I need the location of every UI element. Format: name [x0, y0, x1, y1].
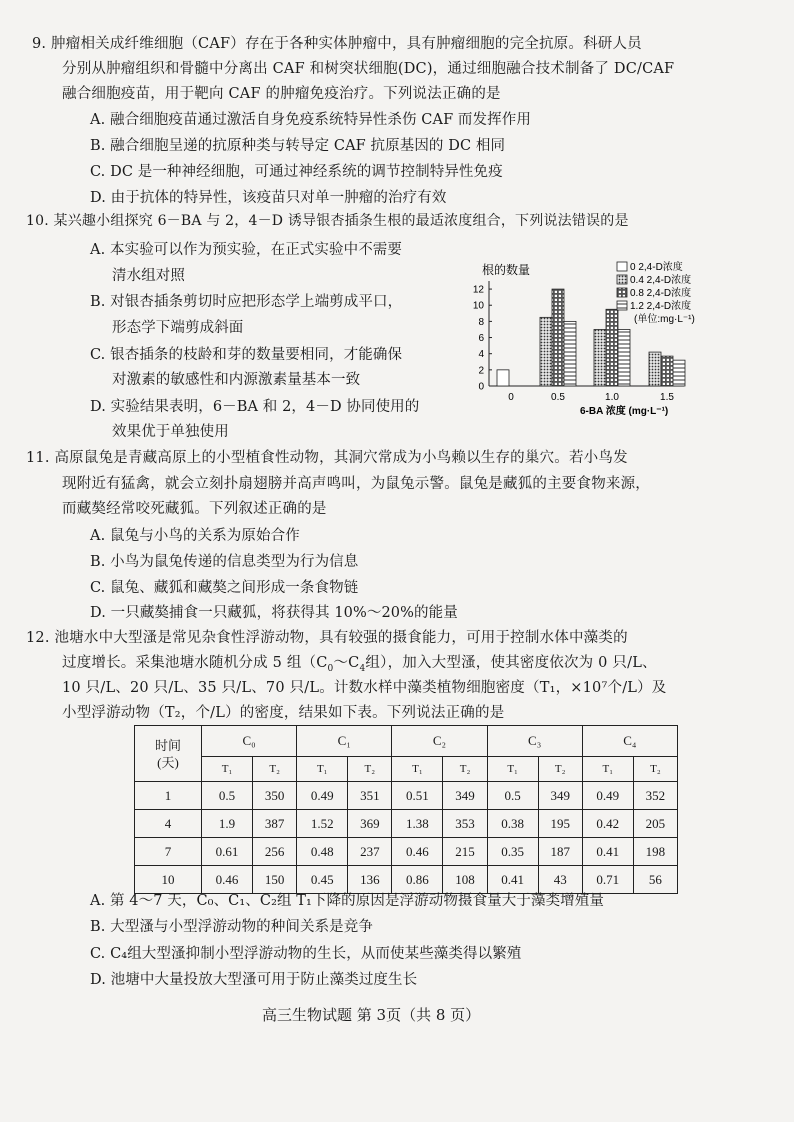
table-cell: 0.61: [202, 838, 253, 866]
table-cell-day: 4: [135, 810, 202, 838]
sub-header-t1: T₁: [582, 757, 633, 782]
bar-2-2: [606, 309, 618, 386]
y-axis-label: 根的数量: [482, 263, 531, 277]
q12-option-d: D. 池塘中大量投放大型溞可用于防止藻类过度生长: [90, 972, 418, 988]
table-cell: 0.86: [392, 866, 443, 894]
group-header-c4: C₄: [582, 726, 677, 757]
q12-stem-line3: 10 只/L、20 只/L、35 只/L、70 只/L。计数水样中藻类植物细胞密度（T₁，×10⁷个/L）及: [62, 680, 667, 696]
q12-data-table: [134, 725, 678, 894]
bar-3-3: [673, 360, 685, 386]
table-cell: 0.51: [392, 782, 443, 810]
q12-option-b: B. 大型溞与小型浮游动物的种间关系是竞争: [90, 919, 373, 935]
table-cell: 136: [348, 866, 392, 894]
q10-stem: 10. 某兴趣小组探究 6－BA 与 2，4－D 诱导银杏插条生根的最适浓度组合，下列说法错误的是: [26, 213, 629, 229]
table-cell: 150: [253, 866, 297, 894]
table-cell: 352: [633, 782, 677, 810]
sub-header-t1: T₁: [392, 757, 443, 782]
q11-option-b: B. 小鸟为鼠兔传递的信息类型为行为信息: [90, 554, 359, 570]
table-cell: 237: [348, 838, 392, 866]
legend-unit: (单位:mg·L⁻¹): [634, 314, 695, 325]
table-cell: 0.35: [487, 838, 538, 866]
table-cell: 0.45: [297, 866, 348, 894]
y-tick-label: 0: [478, 381, 484, 393]
q9-stem-line1: 9. 肿瘤相关成纤维细胞（CAF）存在于各种实体肿瘤中，具有肿瘤细胞的完全抗原。科研人员: [32, 36, 642, 52]
q9-option-c: C. DC 是一种神经细胞，可通过神经系统的调节控制特异性免疫: [90, 164, 503, 180]
table-cell: 350: [253, 782, 297, 810]
table-row: [135, 810, 678, 838]
legend-swatch: [617, 301, 627, 310]
legend-swatch: [617, 275, 627, 284]
q9-option-a: A. 融合细胞疫苗通过激活自身免疫系统特异性杀伤 CAF 而发挥作用: [90, 112, 531, 128]
y-tick-label: 10: [472, 300, 484, 312]
q9-stem-line3: 融合细胞疫苗，用于靶向 CAF 的肿瘤免疫治疗。下列说法正确的是: [62, 86, 501, 102]
q10-option-b-line2: 形态学下端剪成斜面: [112, 320, 244, 336]
table-cell: 195: [538, 810, 582, 838]
q12-stem-line2: 过度增长。采集池塘水随机分成 5 组（$C_0\sim C_4$组），加入大型溞，使其密度依次为 0 只/L、: [62, 655, 657, 674]
table-cell: 108: [443, 866, 487, 894]
q11-option-c: C. 鼠兔、藏狐和藏獒之间形成一条食物链: [90, 580, 359, 596]
table-row: [135, 782, 678, 810]
q11-stem-line3: 而藏獒经常咬死藏狐。下列叙述正确的是: [62, 501, 327, 517]
q12-option-a: A. 第 4～7 天，C₀、C₁、C₂组 T₁下降的原因是浮游动物摄食量大于藻类增殖量: [90, 893, 604, 909]
table-cell-day: 10: [135, 866, 202, 894]
q9-option-d: D. 由于抗体的特异性，该疫苗只对单一肿瘤的治疗有效: [90, 190, 447, 206]
table-cell: 56: [633, 866, 677, 894]
q9-stem-line2: 分别从肿瘤组织和骨髓中分离出 CAF 和树突状细胞(DC)，通过细胞融合技术制备了 DC/CAF: [62, 61, 675, 77]
sub-header-t1: T₁: [297, 757, 348, 782]
legend-swatch: [617, 262, 627, 271]
bar-3-2: [661, 356, 673, 386]
q10-option-a-line1: A. 本实验可以作为预实验，在正式实验中不需要: [90, 242, 402, 258]
group-header-c0: C₀: [202, 726, 297, 757]
table-cell: 0.38: [487, 810, 538, 838]
group-header-c2: C₂: [392, 726, 487, 757]
table-cell: 256: [253, 838, 297, 866]
table-cell: 387: [253, 810, 297, 838]
table-cell: 0.5: [487, 782, 538, 810]
table-cell: 1.52: [297, 810, 348, 838]
bar-1-3: [564, 321, 576, 386]
x-axis-label: 6-BA 浓度 (mg·L⁻¹): [580, 406, 669, 417]
table-cell: 0.49: [297, 782, 348, 810]
table-cell: 1.38: [392, 810, 443, 838]
table-cell-day: 7: [135, 838, 202, 866]
y-tick-label: 6: [478, 333, 484, 345]
table-cell: 0.41: [582, 838, 633, 866]
table-cell: 0.49: [582, 782, 633, 810]
table-cell: 0.46: [202, 866, 253, 894]
sub-header-t2: T₂: [253, 757, 297, 782]
table-cell: 0.46: [392, 838, 443, 866]
sub-header-t2: T₂: [538, 757, 582, 782]
q12-stem-line4: 小型浮游动物（T₂，个/L）的密度，结果如下表。下列说法正确的是: [62, 705, 505, 721]
group-header-c1: C₁: [297, 726, 392, 757]
legend-label: 0.4 2,4-D浓度: [630, 275, 692, 286]
y-tick-label: 8: [478, 316, 484, 328]
x-tick-label: 1.0: [605, 392, 619, 403]
q10-option-a-line2: 清水组对照: [112, 268, 185, 284]
bar-2-3: [618, 329, 630, 386]
table-cell: 198: [633, 838, 677, 866]
legend-swatch: [617, 288, 627, 297]
legend-label: 0.8 2,4-D浓度: [630, 288, 692, 299]
q12-option-c: C. C₄组大型溞抑制小型浮游动物的生长，从而使某些藻类得以繁殖: [90, 946, 522, 962]
sub-header-t2: T₂: [633, 757, 677, 782]
table-cell: 0.42: [582, 810, 633, 838]
y-tick-label: 2: [478, 365, 484, 377]
table-cell-day: 1: [135, 782, 202, 810]
q12-stem-line1: 12. 池塘水中大型溞是常见杂食性浮游动物，具有较强的摄食能力，可用于控制水体中藻类的: [26, 630, 628, 646]
table-cell: 369: [348, 810, 392, 838]
table-cell: 0.5: [202, 782, 253, 810]
x-tick-label: 0: [508, 392, 514, 403]
table-cell: 187: [538, 838, 582, 866]
x-tick-label: 1.5: [660, 392, 674, 403]
table-cell: 43: [538, 866, 582, 894]
page-footer: 高三生物试题 第 3页（共 8 页）: [262, 1006, 481, 1024]
sub-header-t1: T₁: [202, 757, 253, 782]
table-cell: 0.71: [582, 866, 633, 894]
q9-option-b: B. 融合细胞呈递的抗原种类与转导定 CAF 抗原基因的 DC 相同: [90, 138, 506, 154]
q10-option-b-line1: B. 对银杏插条剪切时应把形态学上端剪成平口，: [90, 294, 403, 310]
y-tick-label: 12: [472, 284, 484, 296]
legend-label: 0 2,4-D浓度: [630, 262, 683, 273]
legend-label: 1.2 2,4-D浓度: [630, 301, 692, 312]
table-cell: 205: [633, 810, 677, 838]
q11-option-d: D. 一只藏獒捕食一只藏狐，将获得其 10%～20%的能量: [90, 605, 458, 621]
y-tick-label: 4: [478, 349, 484, 361]
table-cell: 1.9: [202, 810, 253, 838]
bar-2-1: [594, 329, 606, 386]
sub-header-t2: T₂: [348, 757, 392, 782]
q10-option-c-line2: 对激素的敏感性和内源激素量基本一致: [112, 372, 361, 388]
table-cell: 349: [443, 782, 487, 810]
sub-header-t1: T₁: [487, 757, 538, 782]
q10-option-c-line1: C. 银杏插条的枝龄和芽的数量要相同，才能确保: [90, 347, 403, 363]
time-header: 时间 (天): [135, 726, 202, 782]
table-cell: 351: [348, 782, 392, 810]
bar-1-2: [552, 289, 564, 386]
bar-0-0: [497, 370, 509, 386]
x-tick-label: 0.5: [551, 392, 565, 403]
q11-option-a: A. 鼠兔与小鸟的关系为原始合作: [90, 528, 300, 544]
group-header-c3: C₃: [487, 726, 582, 757]
q10-option-d-line2: 效果优于单独使用: [112, 424, 229, 440]
table-cell: 215: [443, 838, 487, 866]
root-count-bar-chart: [462, 254, 752, 420]
table-cell: 0.41: [487, 866, 538, 894]
table-cell: 353: [443, 810, 487, 838]
q11-stem-line1: 11. 高原鼠兔是青藏高原上的小型植食性动物，其洞穴常成为小鸟赖以生存的巢穴。若小鸟发: [26, 450, 628, 466]
bar-3-1: [649, 352, 661, 386]
bar-1-1: [540, 317, 552, 386]
q11-stem-line2: 现附近有猛禽，就会立刻扑扇翅膀并高声鸣叫，为鼠兔示警。鼠兔是藏狐的主要食物来源，: [62, 476, 650, 492]
q10-option-d-line1: D. 实验结果表明，6－BA 和 2，4－D 协同使用的: [90, 399, 420, 415]
table-cell: 349: [538, 782, 582, 810]
sub-header-t2: T₂: [443, 757, 487, 782]
table-cell: 0.48: [297, 838, 348, 866]
table-row: [135, 838, 678, 866]
